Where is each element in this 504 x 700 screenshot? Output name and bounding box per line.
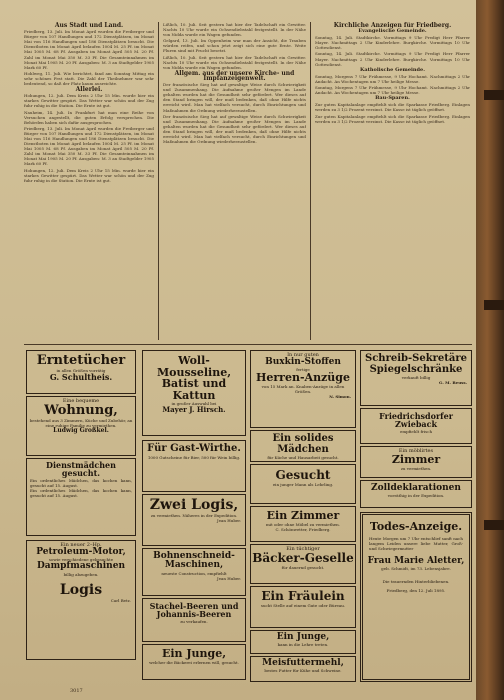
article-text: Lißlich, 10. Juli. Seit gestern hat hier der Tadelschaft ein Gewitter. Nachts 10 Uhr wurde ein Ochsendiebstahl festgestellt. In der Nähe von Nidda wurde ein Wagen gefunden. xyxy=(163,54,306,70)
article-text: Zur guten Kapitalanlage empfiehlt sich die Sparkasse Friedberg. Einlagen werden zu 3 1/2 Prozent verzinst. Die Kasse ist täglich geöffnet. xyxy=(315,102,470,113)
ad-text: neueste Construction, empfiehlt xyxy=(161,570,227,576)
ad-name: G. Schultheis. xyxy=(49,371,113,382)
ad-wohnung xyxy=(26,396,136,456)
ad-text: Heute Morgen um 7 Uhr entschlief sanft nach langem Leiden unsere liebe Mutter, Groß- und Schwiegermutter xyxy=(369,535,463,551)
ad-friedrichsdorfer xyxy=(360,408,472,444)
ad-title: Bäcker-Geselle xyxy=(252,551,354,565)
ad-title: Für Gast-Wirthe. xyxy=(147,443,241,454)
section-heading: Aus Stadt und Land. xyxy=(54,22,124,29)
ad-title: Ein Junge, xyxy=(276,632,330,642)
section-rule xyxy=(24,344,472,345)
article-text: Der französische Sieg hat auf gewaltige Weise durch Schwierigkeit und Zusammenhang. Die Aufnahme großer Mengen im Lande gehalten wurden hat die Gesundheit sehr gefördert. Wer dieses auf den Stand bringen will, der muß bedenken, daß ohne Hilfe nichts erreicht wird. Man hat vielfach versucht, durch Einrichtungen und Maßnahmen die Ordnung wiederherzustellen. xyxy=(163,113,306,145)
spine-band xyxy=(484,300,504,310)
ad-pre: Ein neuer 2–Hp. xyxy=(60,542,102,548)
ad-todes-anzeige xyxy=(360,512,472,682)
ad-zimmer xyxy=(360,446,472,478)
right-column xyxy=(315,22,470,342)
article-text: Sonntag, Morgens 7 Uhr Frühmesse, 9 Uhr Hochamt. Nachmittags 2 Uhr Andacht. An Wochentagen um 7 Uhr heilige Messe. xyxy=(315,73,470,84)
ad-ein-fraeulein xyxy=(250,586,356,628)
ad-woll-mousseline xyxy=(142,350,246,436)
ad-title: Bohnenschneid-Maschinen, xyxy=(153,551,235,571)
ad-name: G. M. Reuss. xyxy=(439,380,467,385)
article-text: Hohungen, 12. Juli. Dem Kreis 2 Uhr 15 Min. wurde hier ein starkes Gewitter gespürt. Das Wetter war schön und der Zug fuhr ruhig in die Station. Die Ernte ist gut. xyxy=(24,167,154,183)
ad-text: für dauernd gesucht. xyxy=(281,564,325,570)
ad-ein-zimmer xyxy=(250,506,356,542)
ad-title: Herren-Anzüge xyxy=(255,371,350,385)
ad-name: Jean Huber. xyxy=(217,517,241,523)
ad-bohnenschneid xyxy=(142,548,246,596)
middle-column xyxy=(163,22,306,342)
ad-name: C. Schönwetter, Friedberg. xyxy=(275,526,331,532)
ad-title: Logis xyxy=(59,581,103,598)
ad-ein-junge xyxy=(142,644,246,680)
ad-title: Ein Junge, xyxy=(161,647,227,660)
ad-gast-wirthe xyxy=(142,440,246,492)
ad-sub: sowie verschiedene gebrauchte xyxy=(48,557,114,563)
book-binding xyxy=(476,0,504,700)
column-rule xyxy=(158,22,159,340)
ad-text: verkauft billig xyxy=(401,375,431,380)
ad-text: billig abzugeben. xyxy=(63,571,99,577)
subheading: Evangelische Gemeinde. xyxy=(358,28,427,35)
ad-name: Jean Huber. xyxy=(217,575,241,581)
ad-text: Ein ordentliches Mädchen, das kochen kann, gesucht auf 15. August. xyxy=(30,487,132,498)
ad-pre: In nur guten xyxy=(287,352,319,358)
ad-date: Friedberg, den 12. Juli 1895. xyxy=(386,587,446,593)
spine-band xyxy=(484,90,504,100)
ad-baecker-geselle xyxy=(250,544,356,584)
ad-gesucht xyxy=(250,464,356,504)
ad-pre: Eine bequeme xyxy=(62,398,100,404)
ad-title: Zwei Logis, xyxy=(149,497,239,513)
article-text: Friedberg, 13. Juli. Im Monat April wurden die Freiberger und Bürger von 107 Handlungen und 172 Dienstplätzen, im Monat Mai von 116 Handlungen und 186 Dienstplätzen besucht. Die Dienstboten im Monat April belaufen 1004 M. 25 Pf. im Monat Mai 1005 M. 68 Pf. Ausgaben im Monat April 505 M. 20 Pf. Zahl im Monat Mai 350 M. 33 Pf. Die Gesamteinnahmen im Monat Mai 1905 M. 20 Pf. Ausgaben: M. 3 an Stadtgelder 1905 Mark 60 Pf. xyxy=(24,29,154,70)
ad-text: von 15 Mark an. Knaben-Anzüge in allen Größen. xyxy=(261,383,345,394)
ad-text: in allen Größen vorrätig xyxy=(56,367,106,373)
article-text: Sonntag, 14. Juli. Stadtkirche. Vormittags 9 Uhr Predigt Herr Pfarrer Mayer. Nachmittags 2 Uhr Kinderlehre. Burgkirche. Vormittags 10 Uhr Gottesdienst. xyxy=(315,35,470,51)
ad-solides-maedchen xyxy=(250,430,356,462)
ad-title: Dampfmaschinen xyxy=(36,561,125,572)
ad-title: Gesucht xyxy=(275,468,331,482)
page-number: 3017 xyxy=(70,688,83,694)
ad-title: Schreib-Sekretäre Spiegelschränke xyxy=(364,353,468,375)
ad-text: vorräthig in der Expedition. xyxy=(387,493,445,499)
ad-title: Stachel-Beeren und Johannis-Beeren xyxy=(149,601,239,620)
ad-text: zu verkaufen. xyxy=(180,618,208,624)
article-text: Gelgard, 13. Juli. Im Oppenheim war man der Ansicht, die Trauben würden reifen, und schon jetzt zeigt sich eine gute Ernte. Weite Fluren sind mit Frucht besetzt. xyxy=(163,38,306,54)
ad-pre: Ein möblirtes xyxy=(398,448,434,454)
column-rule xyxy=(310,22,311,340)
ad-title: Ein Zimmer xyxy=(266,509,340,522)
ad-text: zu vermiethen. xyxy=(400,465,432,471)
ad-buxkin-stoffe xyxy=(250,350,356,428)
ad-pre: Ein tüchtiger xyxy=(286,546,320,552)
ad-name: Frau Marie Aletter, xyxy=(367,555,465,566)
ad-erntetuecher xyxy=(26,350,136,394)
ad-title: Meisfuttermehl, xyxy=(262,658,344,668)
subheading: Katholische Gemeinde. xyxy=(360,66,425,73)
ad-title: Wohnung, xyxy=(44,403,118,418)
article-text: Friedberg, 13. Juli. Im Monat April wurden die Freiberger und Bürger von 107 Handlungen und 172 Dienstplätzen, im Monat Mai von 116 Handlungen und 186 Dienstplätzen besucht. Die Dienstboten im Monat April belaufen 1004 M. 25 Pf. im Monat Mai 1005 M. 68 Pf. Ausgaben im Monat April 505 M. 20 Pf. Zahl im Monat Mai 350 M. 33 Pf. Die Gesamteinnahmen im Monat Mai 1905 M. 20 Pf. Ausgaben: M. 3 an Stadtgelder 1905 Mark 60 Pf. xyxy=(24,125,154,167)
ad-sign: Die trauernden Hinterbliebenen. xyxy=(382,578,450,584)
section-heading: Allgem. aus der unsere Kirche- und Impfanzeigenwelt. xyxy=(174,69,295,82)
ad-title: Zimmer xyxy=(391,453,441,466)
ad-name: N. Simon. xyxy=(329,393,351,399)
article-text: Der französische Sieg hat auf gewaltige Weise durch Schwierigkeit und Zusammenhang. Die Aufnahme großer Mengen im Lande gehalten wurden hat die Gesundheit sehr gefördert. Wer dieses auf den Stand bringen will, der muß bedenken, daß ohne Hilfe nichts erreicht wird. Man hat vielfach versucht, durch Einrichtungen und Maßnahmen die Ordnung wiederherzustellen. xyxy=(163,82,306,113)
section-heading: Allerlei. xyxy=(75,86,103,94)
ad-dienstmaedchen xyxy=(26,458,136,536)
ad-text: zu vermiethen. Näheres in der Expedition. xyxy=(150,512,238,518)
ad-schreib-sekretaere xyxy=(360,350,472,406)
ad-title: Todes-Anzeige. xyxy=(369,520,463,533)
article-text: Zur guten Kapitalanlage empfiehlt sich die Sparkasse Friedberg. Einlagen werden zu 3 1/2 Prozent verzinst. Die Kasse ist täglich geöffnet. xyxy=(315,113,470,124)
article-text: Sonntag, Morgens 7 Uhr Frühmesse, 9 Uhr Hochamt. Nachmittags 2 Uhr Andacht. An Wochentagen um 7 Uhr heilige Messe. xyxy=(315,85,470,96)
ad-text: ein junger Mann als Lehrling. xyxy=(272,481,334,487)
ad-text: bestehend aus 3 Zimmern, Küche und Zubehör, an eine ruhige Familie zu vermiethen. xyxy=(29,417,133,428)
ad-name: Ludwig Großkel. xyxy=(53,426,109,434)
ad-ein-junge-2 xyxy=(250,630,356,654)
ad-text: 1000 Gutscheine für Bier, 500 für Wein billig. xyxy=(147,454,241,460)
ad-zolldeklarationen xyxy=(360,480,472,508)
ad-text: in großer Auswahl bei xyxy=(171,401,217,407)
ad-title: Erntetücher xyxy=(36,353,126,368)
ad-title: Woll-Mousseline, Batist und Kattun xyxy=(156,354,232,402)
article-text: Lißlich, 10. Juli. Seit gestern hat hier der Tadelschaft ein Gewitter. Nachts 10 Uhr wurde ein Ochsendiebstahl festgestellt. In der Nähe von Nidda wurde ein Wagen gefunden. xyxy=(163,22,306,38)
article-text: Hohungen, 12. Juli. Dem Kreis 2 Uhr 15 Min. wurde hier ein starkes Gewitter gespürt. Das Wetter war schön und der Zug fuhr ruhig in die Station. Die Ernte ist gut. xyxy=(24,93,154,109)
ad-text: geb. Schmidt, im 73. Lebensjahre. xyxy=(381,565,451,571)
ad-text: kann in die Lehre treten. xyxy=(277,642,329,648)
subheading: Bau-Sparen. xyxy=(375,95,410,102)
ad-text: Ein ordentliches Mädchen, das kochen kann, gesucht auf 15. August. xyxy=(30,477,132,488)
ad-title: Buxkin-Stoffen xyxy=(265,357,341,367)
left-column xyxy=(24,22,154,342)
ad-title: Ein solides Mädchen xyxy=(272,433,334,455)
ad-stachel-beeren xyxy=(142,598,246,642)
ad-title: Ein Fräulein xyxy=(261,589,345,603)
ad-text: mit oder ohne Möbel zu vermiethen. xyxy=(266,521,340,527)
ad-title: Friedrichsdorfer Zwieback xyxy=(379,411,453,430)
article-text: Hohlweg, 11. Juli. Wie berichtet, fand am Sonntag Mittag ein sehr schönes Fest statt. Die Zahl der Theilnehmer war sehr bedeutend, so daß der Platz kaum ausreichte. xyxy=(24,70,154,87)
ad-name: Mayer J. Hirsch. xyxy=(162,405,226,415)
spine-band xyxy=(484,520,504,530)
ad-text: sucht Stelle auf einem Gute oder Büreau. xyxy=(260,602,346,608)
section-heading: Kirchliche Anzeigen für Friedberg. xyxy=(333,22,452,29)
ad-title: Petroleum-Motor, xyxy=(36,547,126,557)
ad-title: Zolldeklarationen xyxy=(371,483,461,493)
ad-title: Dienstmädchen gesucht. xyxy=(46,460,116,479)
article-text: Sonntag, 14. Juli. Stadtkirche. Vormittags 9 Uhr Predigt Herr Pfarrer Mayer. Nachmittags 2 Uhr Kinderlehre. Burgkirche. Vormittags 10 Uhr Gottesdienst. xyxy=(315,51,470,67)
ad-name: Carl Betz. xyxy=(110,597,131,603)
ad-petroleum-motor xyxy=(26,540,136,660)
ad-text: bestes Futter für Kühe und Schweine. xyxy=(264,668,342,674)
ad-text: empfiehlt frisch xyxy=(399,428,433,434)
ad-text: welcher die Bäckerei erlernen will, gesucht. xyxy=(149,659,239,665)
article-text: Nauheim, 14. Juli. In Frankfurt hat man eine Reihe von Versuchen angestellt, die guten Erfolg versprechen. Die Behörden haben sich dafür ausgesprochen. xyxy=(24,109,154,125)
ad-text: für Küche und Hausarbeit gesucht. xyxy=(267,455,339,460)
ad-sub: fertige xyxy=(296,367,310,373)
ad-zwei-logis xyxy=(142,494,246,546)
ad-meisfuttermehl xyxy=(250,656,356,682)
